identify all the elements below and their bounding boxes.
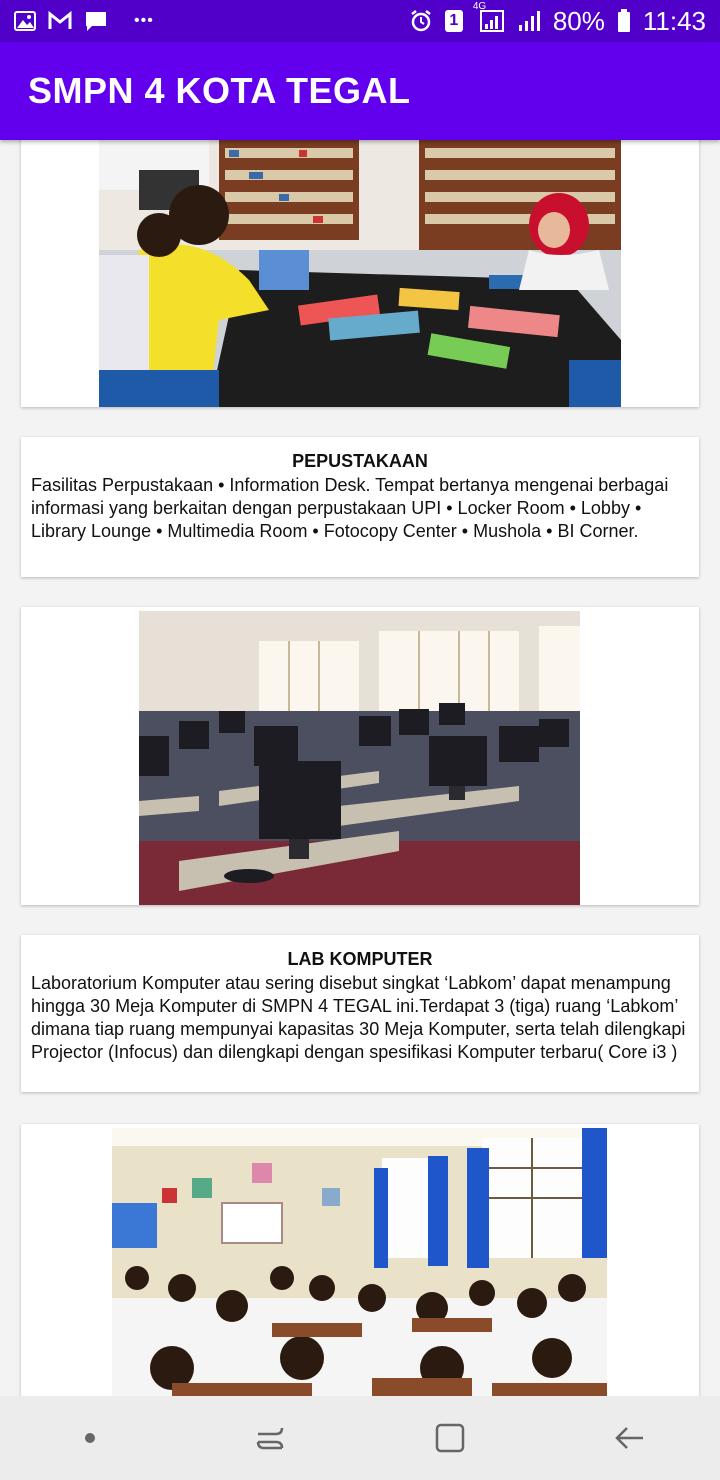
app-title: SMPN 4 KOTA TEGAL — [28, 70, 411, 111]
signal-icon — [517, 10, 541, 32]
battery-icon — [617, 9, 631, 33]
alarm-icon — [409, 9, 433, 33]
classroom-image-card[interactable] — [21, 1124, 699, 1396]
status-bar — [0, 0, 720, 42]
library-image-card[interactable] — [21, 140, 699, 407]
navigation-bar — [0, 1396, 720, 1480]
card-description: Laboratorium Komputer atau sering disebut singkat ‘Labkom’ dapat menampung hingga 30 Meja Komputer di SMPN 4 TEGAL ini.Terdapat 3 (tiga) ruang ‘Labkom’ dimana tiap ruang mempunyai kapasitas 30 Meja Komputer, serta telah dilengkapi Projector (Infocus) dan dilengkapi dengan spesifikasi Komputer terbaru( Core i3 ) — [31, 973, 686, 1062]
card-title: LAB KOMPUTER — [287, 949, 433, 969]
computer-lab-photo — [139, 611, 580, 905]
recent-apps-icon[interactable] — [230, 1408, 310, 1468]
app-bar — [0, 42, 720, 140]
computer-lab-image-card[interactable] — [21, 607, 699, 905]
library-photo — [99, 140, 621, 407]
dot-icon[interactable] — [50, 1408, 130, 1468]
more-icon: ••• — [134, 12, 154, 29]
battery-percent: 80% — [552, 5, 605, 36]
card-title: PEPUSTAKAAN — [292, 451, 428, 471]
signal-4g-icon — [472, 1, 505, 33]
gallery-icon — [14, 11, 36, 31]
home-icon[interactable] — [410, 1408, 490, 1468]
library-text-card[interactable] — [21, 437, 699, 577]
classroom-photo — [112, 1128, 607, 1396]
back-icon[interactable] — [590, 1408, 670, 1468]
content-list[interactable] — [0, 140, 720, 1396]
message-icon — [84, 10, 108, 32]
computer-lab-text-card[interactable] — [21, 935, 699, 1092]
network-label: 4G — [472, 1, 487, 12]
card-description: Fasilitas Perpustakaan • Information Desk. Tempat bertanya mengenai berbagai informasi yang berkaitan dengan perpustakaan UPI • Locker Room • Lobby • Library Lounge • Multimedia Room • Fotocopy Center • Mushola • BI Corner. — [31, 475, 669, 541]
gmail-icon — [48, 11, 72, 31]
sim-badge: 1 — [445, 10, 463, 32]
clock: 11:43 — [642, 5, 706, 36]
